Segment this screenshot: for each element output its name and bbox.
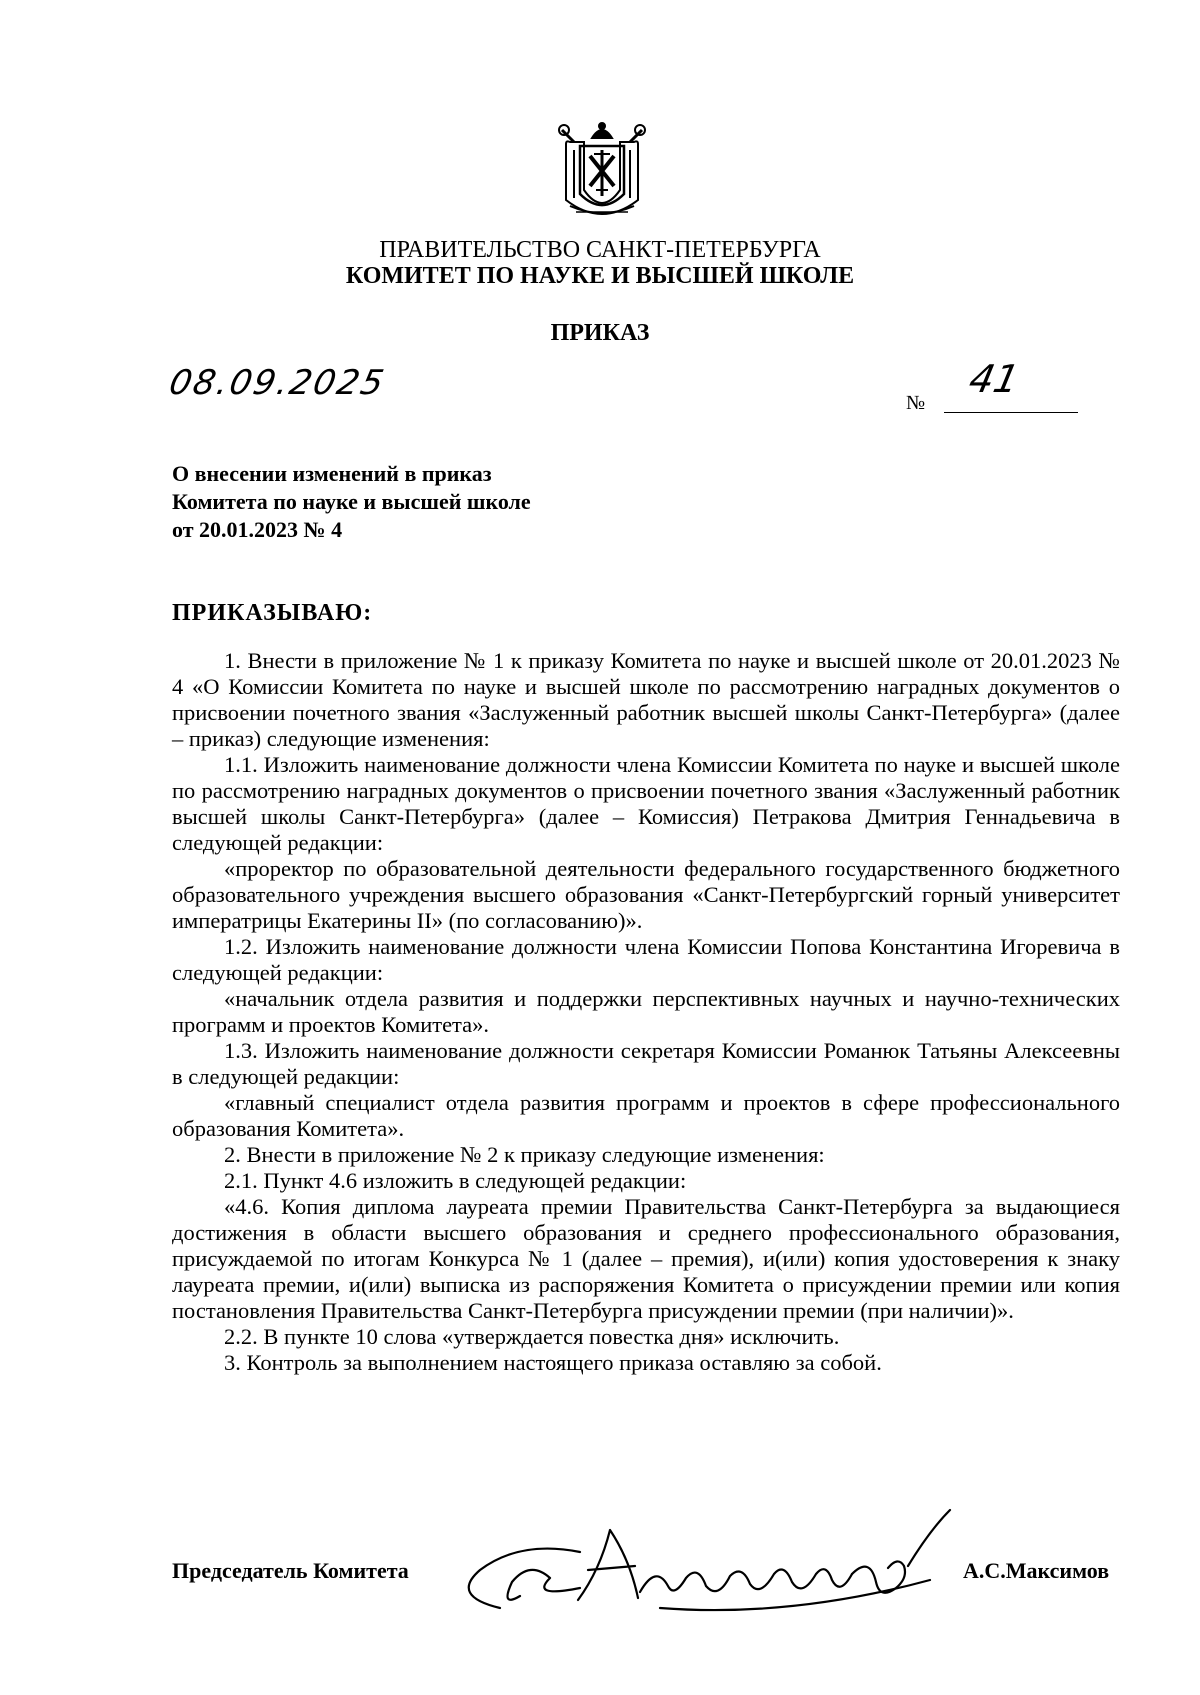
number-sign: №: [906, 392, 926, 414]
order-body: [172, 648, 1120, 1376]
subject-line: Комитета по науке и высшей школе: [172, 489, 531, 514]
order-number: 41: [965, 357, 1024, 401]
document-type: ПРИКАЗ: [550, 320, 650, 346]
paragraph: «проректор по образовательной деятельности федерального государственного бюджетного образовательного учреждения высшего образования «Санкт-Петербургский горный университет императрицы Екатерины II» (по согласованию)».: [172, 856, 1120, 933]
paragraph: 1.2. Изложить наименование должности члена Комиссии Попова Константина Игоревича в следующей редакции:: [172, 934, 1120, 985]
coat-of-arms-icon: [556, 120, 648, 224]
signatory-name: А.С.Максимов: [963, 1558, 1110, 1583]
government-name: ПРАВИТЕЛЬСТВО САНКТ-ПЕТЕРБУРГА: [379, 237, 821, 263]
paragraph: 1.3. Изложить наименование должности секретаря Комиссии Романюк Татьяны Алексеевны в следующей редакции:: [172, 1038, 1120, 1089]
number-underline: [944, 412, 1078, 413]
order-date: 08.09.2025: [165, 363, 389, 403]
paragraph: «4.6. Копия диплома лауреата премии Правительства Санкт-Петербурга за выдающиеся достижения в области высшего образования и среднего профессионального образования, присуждаемой по итогам Конкурса № 1 (далее – премия), и(или) копия удостоверения к знаку лауреата премии, и(или) выписка из распоряжения Комитета о присуждении премии или копия постановления Правительства Санкт-Петербурга присуждении премии (при наличии)».: [172, 1194, 1120, 1323]
paragraph: 2.1. Пункт 4.6 изложить в следующей редакции:: [224, 1168, 687, 1193]
command-heading: ПРИКАЗЫВАЮ:: [172, 600, 373, 626]
paragraph: 3. Контроль за выполнением настоящего приказа оставляю за собой.: [224, 1350, 882, 1375]
paragraph: 1. Внести в приложение № 1 к приказу Комитета по науке и высшей школе от 20.01.2023 № 4 «О Комиссии Комитета по науке и высшей школе по рассмотрению наградных документов о присвоении почетного звания «Заслуженный работник высшей школы Санкт-Петербурга» (далее – приказ) следующие изменения:: [172, 648, 1120, 751]
signatory-position: Председатель Комитета: [172, 1558, 409, 1583]
paragraph: 2.2. В пункте 10 слова «утверждается повестка дня» исключить.: [224, 1324, 840, 1349]
paragraph: «начальник отдела развития и поддержки перспективных научных и научно-технических программ и проектов Комитета».: [172, 986, 1120, 1037]
committee-name: КОМИТЕТ ПО НАУКЕ И ВЫСШЕЙ ШКОЛЕ: [345, 263, 855, 289]
handwritten-signature: [460, 1500, 980, 1630]
paragraph: 2. Внести в приложение № 2 к приказу следующие изменения:: [224, 1142, 825, 1167]
order-subject: [172, 460, 531, 544]
subject-line: О внесении изменений в приказ: [172, 461, 492, 486]
paragraph: 1.1. Изложить наименование должности члена Комиссии Комитета по науке и высшей школе по рассмотрению наградных документов о присвоении почетного звания «Заслуженный работник высшей школы Санкт-Петербурга» (далее – Комиссия) Петракова Дмитрия Геннадьевича в следующей редакции:: [172, 752, 1120, 855]
subject-line: от 20.01.2023 № 4: [172, 517, 343, 542]
paragraph: «главный специалист отдела развития программ и проектов в сфере профессионального образования Комитета».: [172, 1090, 1120, 1141]
